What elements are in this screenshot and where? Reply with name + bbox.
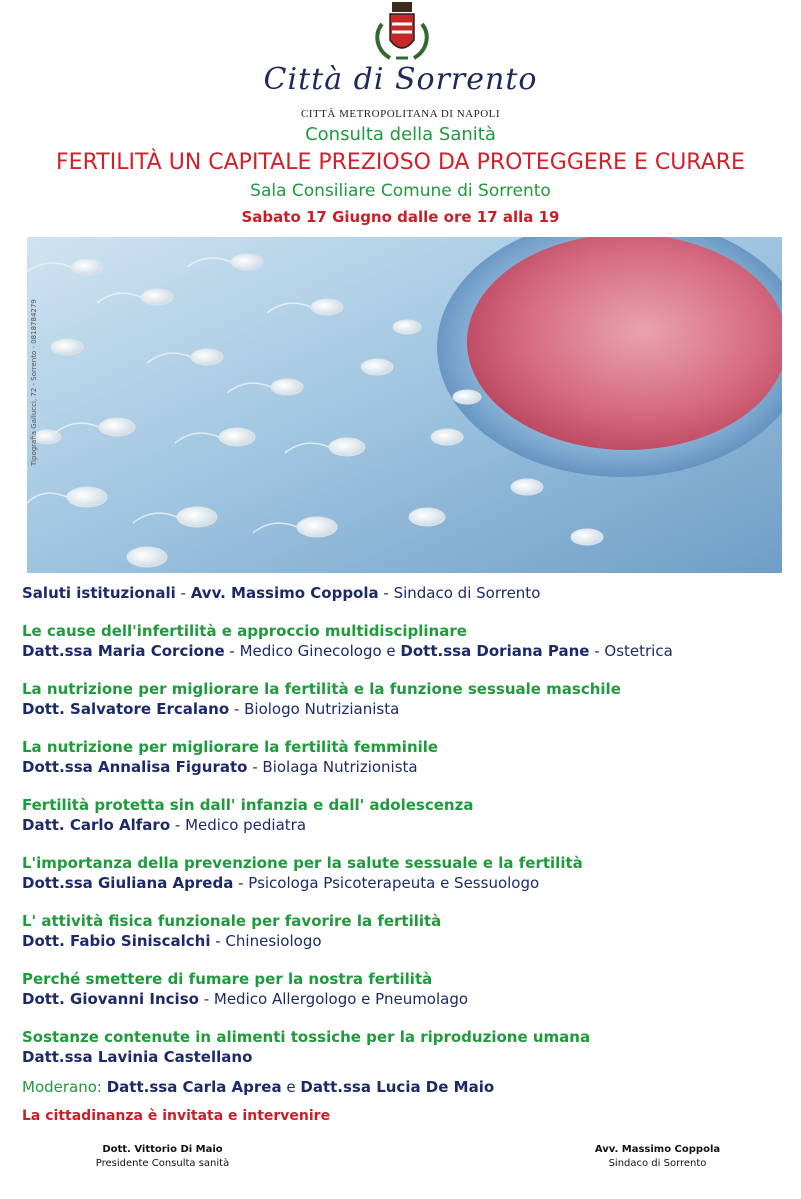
moderators <box>22 1078 494 1096</box>
fertilization-illustration <box>27 237 782 573</box>
moderators-label: Moderano: <box>22 1078 107 1096</box>
speaker-role: - Biologo Nutrizianista <box>229 700 400 718</box>
program-item <box>22 795 792 853</box>
speaker-role: - Chinesiologo <box>210 932 322 950</box>
program-list <box>22 583 792 1085</box>
signatory-title: Sindaco di Sorrento <box>608 1158 707 1169</box>
program-topic: Le cause dell'infertilità e approccio multidisciplinare <box>22 622 467 640</box>
program-item <box>22 679 792 737</box>
event-date: Sabato 17 Giugno dalle ore 17 alla 19 <box>241 208 560 226</box>
speaker-role: - Medico Allergologo e Pneumolago <box>198 990 469 1008</box>
program-topic: Saluti istituzionali <box>22 584 176 602</box>
moderator-joiner: e <box>281 1078 301 1096</box>
event-title: FERTILITÀ UN CAPITALE PREZIOSO DA PROTEGGERE E CURARE <box>56 150 745 175</box>
invitation: La cittadinanza è invitata e intervenire <box>22 1108 331 1124</box>
speaker-role: - Ostetrica <box>589 642 673 660</box>
city-name: Città di Sorrento <box>263 62 538 97</box>
program-item <box>22 583 792 621</box>
speaker-role: - Biolaga Nutrizionista <box>247 758 418 776</box>
event-venue: Sala Consiliare Comune di Sorrento <box>250 181 551 201</box>
speaker-role: - Sindaco di Sorrento <box>378 584 541 602</box>
city-subtitle: CITTÀ METROPOLITANA DI NAPOLI <box>300 108 501 120</box>
speaker-name: Dott.ssa Giuliana Apreda <box>22 874 234 892</box>
program-item <box>22 853 792 911</box>
program-item <box>22 969 792 1027</box>
program-topic: L' attività fisica funzionale per favorire la fertilità <box>22 912 442 930</box>
speaker-name: Dott. Giovanni Inciso <box>22 990 199 1008</box>
speaker-name: Datt.ssa Maria Corcione <box>22 642 225 660</box>
program-topic: Sostanze contenute in alimenti tossiche per la riproduzione umana <box>22 1028 591 1046</box>
separator: - <box>175 584 191 602</box>
signature-left <box>70 1143 255 1171</box>
program-topic: La nutrizione per migliorare la fertilità e la funzione sessuale maschile <box>22 680 621 698</box>
speaker-name: Dott. Fabio Siniscalchi <box>22 932 211 950</box>
speaker-name: Dott.ssa Doriana Pane <box>400 642 590 660</box>
program-item <box>22 621 792 679</box>
speaker-name: Datt.ssa Lavinia Castellano <box>22 1048 253 1066</box>
signatory-name: Avv. Massimo Coppola <box>594 1144 721 1155</box>
coat-of-arms-icon <box>370 0 434 66</box>
organizer: Consulta della Sanità <box>305 124 496 145</box>
speaker-role: - Medico pediatra <box>170 816 307 834</box>
signature-right <box>560 1143 755 1171</box>
program-topic: Perché smettere di fumare per la nostra fertilità <box>22 970 433 988</box>
image-credit: Tipografia Gallucci, 72 - Sorrento - 0818784279 <box>30 299 38 466</box>
speaker-name: Datt. Carlo Alfaro <box>22 816 171 834</box>
speaker-name: Dott. Salvatore Ercalano <box>22 700 230 718</box>
program-topic: La nutrizione per migliorare la fertilità femminile <box>22 738 439 756</box>
signatory-name: Dott. Vittorio Di Maio <box>102 1144 223 1155</box>
speaker-role: - Psicologa Psicoterapeuta e Sessuologo <box>233 874 540 892</box>
speaker-role: - Medico Ginecologo e <box>224 642 401 660</box>
signatory-title: Presidente Consulta sanità <box>95 1158 230 1169</box>
program-topic: Fertilità protetta sin dall' infanzia e dall' adolescenza <box>22 796 474 814</box>
program-item <box>22 1027 792 1085</box>
program-topic: L'importanza della prevenzione per la salute sessuale e la fertilità <box>22 854 583 872</box>
program-item <box>22 911 792 969</box>
moderator-name: Datt.ssa Lucia De Maio <box>300 1078 495 1096</box>
moderator-name: Datt.ssa Carla Aprea <box>106 1078 282 1096</box>
speaker-name: Dott.ssa Annalisa Figurato <box>22 758 248 776</box>
speaker-name: Avv. Massimo Coppola <box>190 584 379 602</box>
program-item <box>22 737 792 795</box>
